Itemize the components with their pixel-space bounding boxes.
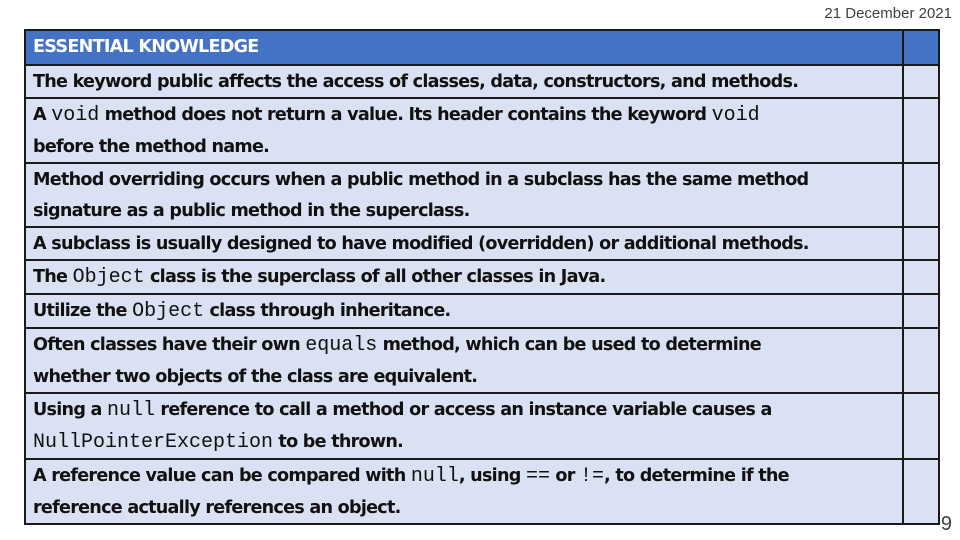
table-row	[25, 294, 939, 328]
row-text-line2: before the method name.	[33, 137, 270, 157]
table-row	[25, 98, 939, 163]
row-check-cell	[903, 65, 939, 98]
row-check-cell	[903, 393, 939, 459]
code-equal-operator: ==	[525, 465, 550, 488]
row-text	[26, 261, 902, 293]
row-text-cell	[25, 328, 903, 393]
row-text: A subclass is usually designed to have modified (overridden) or additional methods.	[33, 234, 809, 254]
essential-knowledge-table	[24, 29, 940, 525]
text-segment: method, which can be used to determine	[377, 335, 761, 355]
row-text-cell	[25, 163, 903, 227]
text-segment: Using a	[33, 400, 108, 420]
table-row	[25, 260, 939, 294]
text-segment: to be thrown.	[273, 432, 404, 452]
row-text-cell	[25, 227, 903, 260]
row-check-cell	[903, 459, 939, 524]
header-check-cell	[903, 30, 939, 65]
row-check-cell	[903, 294, 939, 328]
text-segment: method does not return a value. Its header contains the keyword	[99, 105, 712, 125]
row-text-cell	[25, 294, 903, 328]
text-segment: class is the superclass of all other classes in Java.	[144, 267, 606, 287]
row-text-line2	[26, 426, 902, 458]
row-text: Method overriding occurs when a public method in a subclass has the same method	[33, 170, 809, 190]
row-text-line2: whether two objects of the class are equivalent.	[33, 367, 478, 387]
text-segment: Often classes have their own	[33, 335, 306, 355]
row-check-cell	[903, 328, 939, 393]
table-row	[25, 459, 939, 524]
code-equals: equals	[305, 334, 378, 357]
heading-cell	[25, 30, 903, 65]
row-text-line2: signature as a public method in the superclass.	[33, 201, 470, 221]
text-segment: Utilize the	[33, 301, 133, 321]
text-segment: A reference value can be compared with	[33, 466, 411, 486]
text-segment: , using	[458, 466, 526, 486]
text-segment: , to determine if the	[604, 466, 789, 486]
page-number: 9	[940, 513, 952, 535]
table-heading: ESSENTIAL KNOWLEDGE	[33, 37, 259, 57]
code-nullpointerexception: NullPointerException	[33, 431, 274, 454]
code-null: null	[410, 465, 459, 488]
row-text-cell	[25, 65, 903, 98]
text-segment: The	[33, 267, 73, 287]
code-null: null	[107, 399, 156, 422]
row-check-cell	[903, 260, 939, 294]
table-header-row	[25, 30, 939, 65]
row-check-cell	[903, 163, 939, 227]
row-text	[26, 99, 902, 131]
row-text	[26, 460, 902, 492]
row-text	[26, 394, 902, 426]
text-segment: or	[549, 466, 580, 486]
row-text-cell	[25, 98, 903, 163]
code-object: Object	[132, 300, 205, 323]
row-text-line2: reference actually references an object.	[33, 498, 401, 518]
row-text-cell	[25, 393, 903, 459]
row-text	[26, 329, 902, 361]
row-check-cell	[903, 98, 939, 163]
code-not-equal-operator: !=	[580, 465, 605, 488]
text-segment: class through inheritance.	[204, 301, 451, 321]
table-row	[25, 328, 939, 393]
table-row	[25, 227, 939, 260]
table-row	[25, 65, 939, 98]
row-text	[26, 295, 902, 327]
row-text-cell	[25, 260, 903, 294]
table-row	[25, 393, 939, 459]
row-check-cell	[903, 227, 939, 260]
text-segment: A	[33, 105, 52, 125]
text-segment: reference to call a method or access an instance variable causes a	[155, 400, 772, 420]
code-void: void	[711, 104, 760, 127]
row-text: The keyword public affects the access of classes, data, constructors, and methods.	[33, 72, 799, 92]
code-object: Object	[72, 266, 145, 289]
row-text-cell	[25, 459, 903, 524]
table-row	[25, 163, 939, 227]
code-void: void	[51, 104, 100, 127]
date-label: 21 December 2021	[824, 5, 952, 22]
